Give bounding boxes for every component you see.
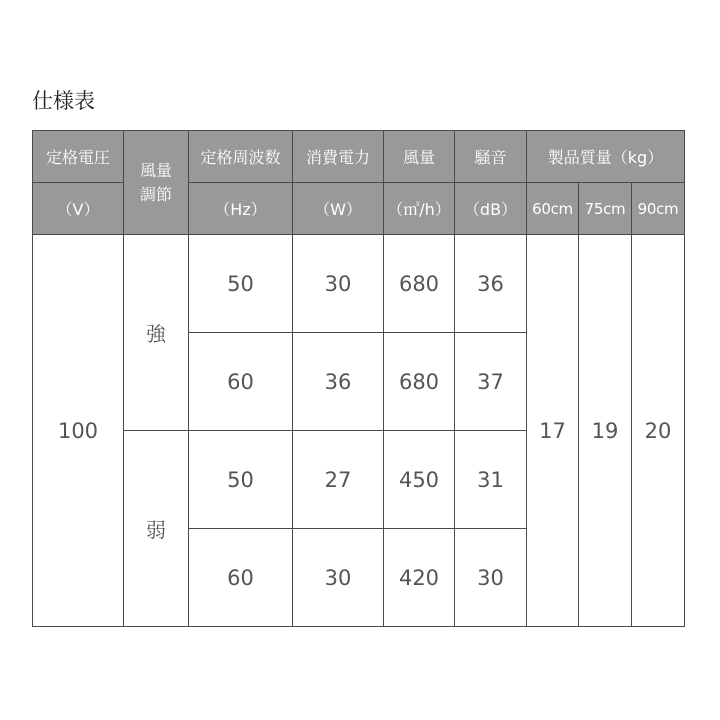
frequency-value: 50 <box>189 431 293 529</box>
header-airflow-control <box>124 131 189 235</box>
power-value: 30 <box>293 529 384 627</box>
table-row <box>33 235 685 333</box>
weight-90cm-value: 20 <box>632 235 685 627</box>
power-value: 27 <box>293 431 384 529</box>
header-weight-60cm: 60cm <box>527 183 579 235</box>
frequency-value: 50 <box>189 235 293 333</box>
header-airflow-unit: （㎥/h） <box>384 183 455 235</box>
mode-strong: 強 <box>124 235 189 431</box>
noise-value: 30 <box>455 529 527 627</box>
header-voltage-unit: （V） <box>33 183 124 235</box>
header-noise: 騒音 <box>455 131 527 183</box>
airflow-value: 450 <box>384 431 455 529</box>
power-value: 36 <box>293 333 384 431</box>
airflow-value: 680 <box>384 333 455 431</box>
noise-value: 36 <box>455 235 527 333</box>
airflow-value: 680 <box>384 235 455 333</box>
airflow-value: 420 <box>384 529 455 627</box>
header-airflow-control-line1: 風量 <box>139 161 172 180</box>
header-row-1 <box>33 131 685 183</box>
frequency-value: 60 <box>189 529 293 627</box>
header-weight-75cm: 75cm <box>579 183 632 235</box>
header-airflow: 風量 <box>384 131 455 183</box>
header-power-unit: （W） <box>293 183 384 235</box>
header-noise-unit: （dB） <box>455 183 527 235</box>
spec-table <box>32 130 685 627</box>
mode-weak: 弱 <box>124 431 189 627</box>
noise-value: 31 <box>455 431 527 529</box>
header-frequency-unit: （Hz） <box>189 183 293 235</box>
frequency-value: 60 <box>189 333 293 431</box>
header-voltage: 定格電圧 <box>33 131 124 183</box>
weight-75cm-value: 19 <box>579 235 632 627</box>
page-title: 仕様表 <box>32 89 95 113</box>
header-weight-90cm: 90cm <box>632 183 685 235</box>
weight-60cm-value: 17 <box>527 235 579 627</box>
voltage-value: 100 <box>33 235 124 627</box>
header-power: 消費電力 <box>293 131 384 183</box>
power-value: 30 <box>293 235 384 333</box>
header-weight: 製品質量（kg） <box>527 131 685 183</box>
header-frequency: 定格周波数 <box>189 131 293 183</box>
header-airflow-control-line2: 調節 <box>139 185 172 204</box>
noise-value: 37 <box>455 333 527 431</box>
